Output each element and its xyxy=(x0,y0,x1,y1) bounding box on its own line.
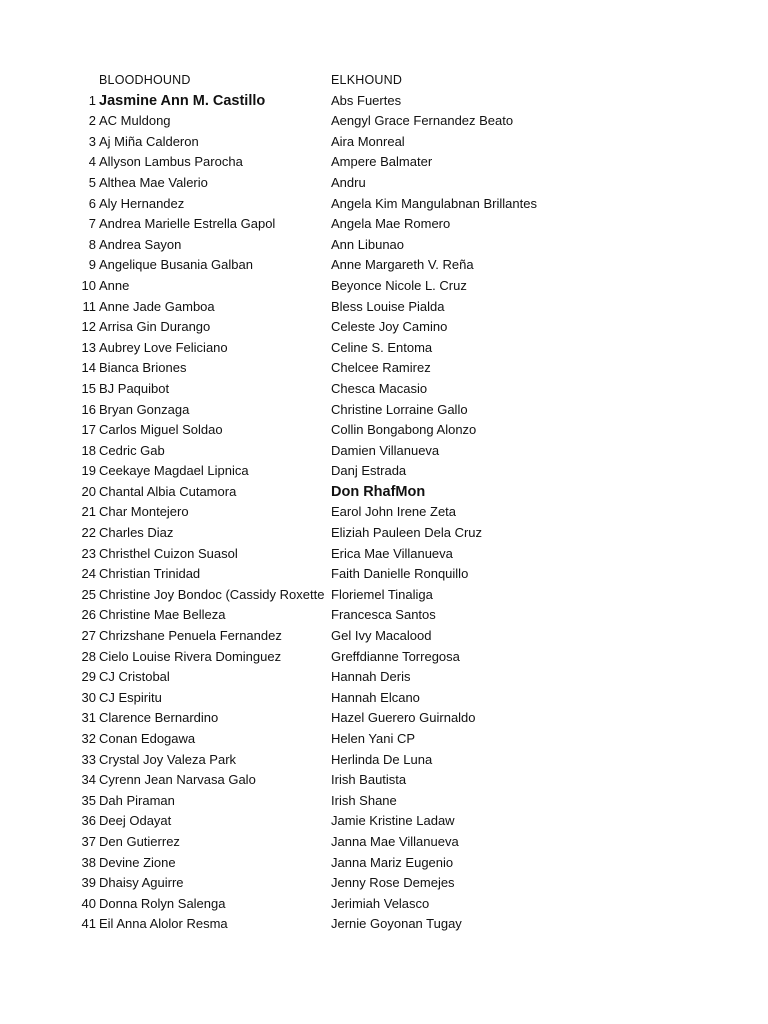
table-row xyxy=(0,729,768,750)
row-number: 6 xyxy=(88,195,96,211)
table-row xyxy=(0,585,768,606)
table-row xyxy=(0,214,768,235)
elkhound-name: Jenny Rose Demejes xyxy=(331,875,455,891)
bloodhound-name: Bianca Briones xyxy=(99,360,187,376)
header-elkhound: ELKHOUND xyxy=(331,73,403,87)
table-row xyxy=(0,523,768,544)
bloodhound-name: Anne Jade Gamboa xyxy=(99,298,215,314)
elkhound-name: Jamie Kristine Ladaw xyxy=(331,813,455,829)
table-row xyxy=(0,111,768,132)
elkhound-name: Janna Mariz Eugenio xyxy=(331,854,454,870)
bloodhound-name: Devine Zione xyxy=(99,854,176,870)
table-row xyxy=(0,502,768,523)
bloodhound-name: Cyrenn Jean Narvasa Galo xyxy=(99,772,256,788)
row-number: 38 xyxy=(81,854,96,870)
table-row xyxy=(0,173,768,194)
elkhound-name: Don RhafMon xyxy=(331,483,426,500)
elkhound-name: Celine S. Entoma xyxy=(331,339,433,355)
table-row xyxy=(0,832,768,853)
bloodhound-name: Clarence Bernardino xyxy=(99,710,219,726)
table-row xyxy=(0,605,768,626)
elkhound-name: Eliziah Pauleen Dela Cruz xyxy=(331,525,483,541)
elkhound-name: Angela Kim Mangulabnan Brillantes xyxy=(331,195,537,211)
row-number: 3 xyxy=(88,133,96,149)
bloodhound-name: Anne xyxy=(99,277,130,293)
table-row xyxy=(0,255,768,276)
row-number: 39 xyxy=(81,875,96,891)
bloodhound-name: Deej Odayat xyxy=(99,813,172,829)
elkhound-name: Irish Bautista xyxy=(331,772,407,788)
elkhound-name: Jerimiah Velasco xyxy=(331,895,430,911)
bloodhound-name: Ceekaye Magdael Lipnica xyxy=(99,463,249,479)
row-number: 27 xyxy=(81,628,96,644)
elkhound-name: Beyonce Nicole L. Cruz xyxy=(331,277,467,293)
elkhound-name: Ampere Balmater xyxy=(331,154,433,170)
bloodhound-name: Crystal Joy Valeza Park xyxy=(99,751,237,767)
table-row xyxy=(0,91,768,112)
table-row xyxy=(0,708,768,729)
elkhound-name: Earol John Irene Zeta xyxy=(331,504,457,520)
bloodhound-name: Den Gutierrez xyxy=(99,833,180,849)
row-number: 33 xyxy=(81,751,96,767)
elkhound-name: Gel Ivy Macalood xyxy=(331,628,432,644)
row-number: 25 xyxy=(81,586,96,602)
bloodhound-name: Jasmine Ann M. Castillo xyxy=(99,92,266,109)
bloodhound-name: Bryan Gonzaga xyxy=(99,401,190,417)
row-number: 2 xyxy=(88,113,96,129)
table-row xyxy=(0,688,768,709)
bloodhound-name: Andrea Sayon xyxy=(99,236,182,252)
table-row xyxy=(0,276,768,297)
spreadsheet-sheet xyxy=(0,70,768,935)
bloodhound-name: Charles Diaz xyxy=(99,525,174,541)
elkhound-name: Aengyl Grace Fernandez Beato xyxy=(331,113,514,129)
table-row xyxy=(0,770,768,791)
row-number: 26 xyxy=(81,607,96,623)
bloodhound-name: Chrizshane Penuela Fernandez xyxy=(99,628,282,644)
row-number: 22 xyxy=(81,525,96,541)
elkhound-name: Celeste Joy Camino xyxy=(331,319,448,335)
bloodhound-name: Chantal Albia Cutamora xyxy=(99,483,237,499)
table-row xyxy=(0,152,768,173)
table-row xyxy=(0,297,768,318)
elkhound-name: Aira Monreal xyxy=(331,133,405,149)
bloodhound-name: Cielo Louise Rivera Dominguez xyxy=(99,648,282,664)
bloodhound-name: Christine Joy Bondoc (Cassidy Roxette xyxy=(99,586,325,602)
elkhound-name: Angela Mae Romero xyxy=(331,216,451,232)
row-number: 10 xyxy=(81,277,96,293)
bloodhound-name: Christian Trinidad xyxy=(99,566,201,582)
elkhound-name: Anne Margareth V. Reña xyxy=(331,257,474,273)
bloodhound-name: Andrea Marielle Estrella Gapol xyxy=(99,216,276,232)
row-number: 35 xyxy=(81,792,96,808)
table-row xyxy=(0,338,768,359)
table-row xyxy=(0,482,768,503)
elkhound-name: Damien Villanueva xyxy=(331,442,440,458)
row-number: 31 xyxy=(81,710,96,726)
table-row xyxy=(0,667,768,688)
elkhound-name: Andru xyxy=(331,174,366,190)
bloodhound-name: Althea Mae Valerio xyxy=(99,174,208,190)
table-row xyxy=(0,626,768,647)
row-number: 14 xyxy=(81,360,96,376)
bloodhound-name: Allyson Lambus Parocha xyxy=(99,154,243,170)
bloodhound-name: Conan Edogawa xyxy=(99,731,196,746)
row-number: 11 xyxy=(82,298,96,314)
elkhound-name: Collin Bongabong Alonzo xyxy=(331,422,477,438)
elkhound-name: Chesca Macasio xyxy=(331,380,428,396)
row-number: 36 xyxy=(81,813,96,829)
row-number: 13 xyxy=(81,339,96,355)
table-row xyxy=(0,420,768,441)
table-row xyxy=(0,811,768,832)
row-number: 34 xyxy=(81,772,96,788)
row-number: 5 xyxy=(88,174,96,190)
bloodhound-name: Carlos Miguel Soldao xyxy=(99,422,223,438)
elkhound-name: Janna Mae Villanueva xyxy=(331,833,459,849)
table-row xyxy=(0,873,768,894)
bloodhound-name: Angelique Busania Galban xyxy=(99,257,253,273)
elkhound-name: Ann Libunao xyxy=(331,236,405,252)
elkhound-name: Chelcee Ramirez xyxy=(331,360,431,376)
elkhound-name: Christine Lorraine Gallo xyxy=(331,401,468,417)
header-row xyxy=(0,70,768,91)
bloodhound-name: Christine Mae Belleza xyxy=(99,607,226,623)
table-row xyxy=(0,894,768,915)
bloodhound-name: CJ Espiritu xyxy=(99,689,162,705)
bloodhound-name: Cedric Gab xyxy=(99,442,165,458)
table-row xyxy=(0,853,768,874)
bloodhound-name: Char Montejero xyxy=(99,504,189,520)
row-number: 30 xyxy=(81,689,96,705)
bloodhound-name: Christhel Cuizon Suasol xyxy=(99,545,238,561)
row-number: 23 xyxy=(81,545,96,561)
row-number: 21 xyxy=(81,504,96,520)
row-number: 12 xyxy=(81,319,96,335)
bloodhound-name: Aj Miña Calderon xyxy=(99,133,199,149)
elkhound-name: Danj Estrada xyxy=(331,463,407,479)
row-number: 24 xyxy=(81,566,96,582)
elkhound-name: Jernie Goyonan Tugay xyxy=(331,916,462,932)
table-row xyxy=(0,194,768,215)
header-bloodhound: BLOODHOUND xyxy=(99,73,191,87)
row-number: 4 xyxy=(88,154,96,170)
row-number: 9 xyxy=(88,257,96,273)
elkhound-name: Irish Shane xyxy=(331,792,397,808)
row-number: 17 xyxy=(81,422,96,438)
table-row xyxy=(0,461,768,482)
bloodhound-name: Aubrey Love Feliciano xyxy=(99,339,228,355)
table-row xyxy=(0,750,768,771)
row-number: 8 xyxy=(88,236,96,252)
elkhound-name: Greffdianne Torregosa xyxy=(331,648,460,664)
bloodhound-name: Dhaisy Aguirre xyxy=(99,875,184,891)
row-number: 16 xyxy=(81,401,96,417)
table-row xyxy=(0,647,768,668)
name-list xyxy=(0,91,768,935)
bloodhound-name: BJ Paquibot xyxy=(99,380,170,396)
row-number: 18 xyxy=(81,442,96,458)
elkhound-name: Hazel Guerero Guirnaldo xyxy=(331,710,476,726)
elkhound-name: Francesca Santos xyxy=(331,607,436,623)
row-number: 29 xyxy=(81,669,96,685)
elkhound-name: Hannah Deris xyxy=(331,669,411,685)
elkhound-name: Bless Louise Pialda xyxy=(331,298,445,314)
elkhound-name: Erica Mae Villanueva xyxy=(331,545,453,561)
bloodhound-name: Aly Hernandez xyxy=(99,195,185,211)
elkhound-name: Floriemel Tinaliga xyxy=(331,586,433,602)
table-row xyxy=(0,132,768,153)
row-number: 1 xyxy=(88,92,96,108)
row-number: 28 xyxy=(81,648,96,664)
row-number: 32 xyxy=(81,731,96,746)
bloodhound-name: Eil Anna Alolor Resma xyxy=(99,916,228,932)
table-row xyxy=(0,544,768,565)
table-row xyxy=(0,914,768,935)
table-row xyxy=(0,564,768,585)
table-row xyxy=(0,358,768,379)
row-number: 15 xyxy=(81,380,96,396)
row-number: 41 xyxy=(81,916,96,932)
bloodhound-name: Donna Rolyn Salenga xyxy=(99,895,226,911)
bloodhound-name: AC Muldong xyxy=(99,113,171,129)
row-number: 40 xyxy=(81,895,96,911)
table-row xyxy=(0,791,768,812)
table-row xyxy=(0,441,768,462)
row-number: 20 xyxy=(81,483,96,499)
table-row xyxy=(0,400,768,421)
row-number: 37 xyxy=(81,833,96,849)
elkhound-name: Herlinda De Luna xyxy=(331,751,433,767)
table-row xyxy=(0,317,768,338)
elkhound-name: Hannah Elcano xyxy=(331,689,420,705)
row-number: 19 xyxy=(81,463,96,479)
table-row xyxy=(0,379,768,400)
bloodhound-name: Dah Piraman xyxy=(99,792,175,808)
elkhound-name: Faith Danielle Ronquillo xyxy=(331,566,469,582)
elkhound-name: Abs Fuertes xyxy=(331,92,402,108)
bloodhound-name: CJ Cristobal xyxy=(99,669,170,685)
bloodhound-name: Arrisa Gin Durango xyxy=(99,319,211,335)
row-number: 7 xyxy=(88,216,96,232)
elkhound-name: Helen Yani CP xyxy=(331,731,416,746)
table-row xyxy=(0,235,768,256)
